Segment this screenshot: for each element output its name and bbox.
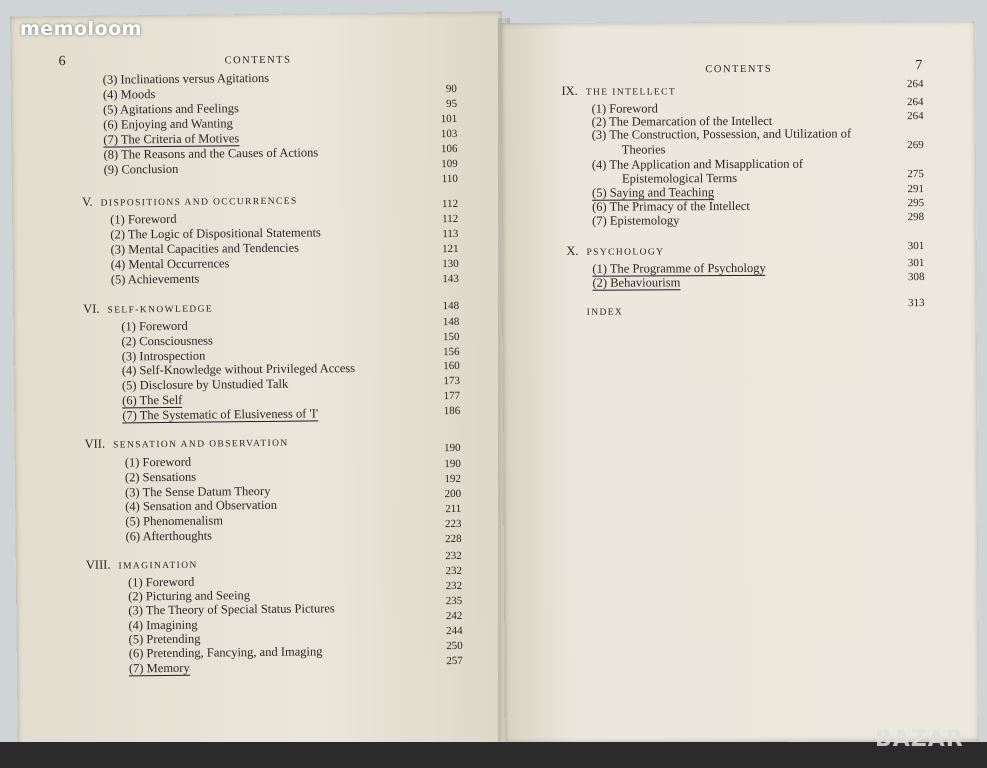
toc-page: 223 — [444, 517, 462, 531]
toc-page: 269 — [907, 139, 924, 152]
toc-page: 235 — [445, 594, 463, 608]
chapter-heading — [561, 83, 676, 99]
toc-page: 150 — [442, 330, 460, 344]
toc-entry-underlined: (7) The Systematic of Elusiveness of 'I' — [122, 406, 319, 423]
toc-entry: (1) Foreword — [121, 318, 188, 334]
toc-page: 291 — [907, 183, 925, 196]
toc-page: 156 — [443, 345, 460, 359]
toc-page: 112 — [441, 197, 459, 211]
toc-page: 242 — [445, 609, 463, 623]
chapter-numeral: VI. — [83, 301, 100, 316]
toc-entry: (3) Inclinations versus Agitations — [102, 70, 270, 87]
toc-entry: (6) Afterthoughts — [125, 528, 213, 544]
toc-entry: (5) Pretending — [128, 631, 201, 647]
toc-page: 295 — [907, 197, 925, 210]
toc-entry: (4) Imagining — [128, 617, 198, 633]
toc-page: 192 — [444, 472, 462, 486]
toc-entry-underlined: (5) Saying and Teaching — [591, 185, 715, 200]
toc-entry: (6) Enjoying and Wanting — [103, 116, 233, 132]
toc-page: 264 — [906, 78, 924, 91]
toc-entry-underlined: (6) The Self — [122, 392, 183, 408]
toc-entry — [122, 393, 182, 409]
toc-page: 190 — [444, 441, 461, 455]
right-page — [501, 21, 979, 743]
toc-page: 275 — [907, 168, 924, 181]
toc-entry: (3) The Construction, Possession, and Utilization of — [591, 126, 852, 142]
toc-entry: (1) Foreword — [124, 454, 192, 470]
toc-entry-continued: Epistemological Terms — [621, 171, 738, 186]
toc-page: 308 — [907, 271, 925, 284]
toc-page: 200 — [444, 487, 462, 501]
toc-entry-underlined: (2) Behaviourism — [592, 275, 681, 290]
toc-entry: (1) Foreword — [110, 211, 177, 227]
toc-page: 109 — [441, 157, 458, 171]
toc-entry: (1) Foreword — [591, 101, 658, 116]
toc-entry: (3) Mental Capacities and Tendencies — [110, 240, 300, 257]
toc-entry: (6) Pretending, Fancying, and Imaging — [128, 644, 323, 661]
toc-entry-underlined: (7) Memory — [128, 660, 190, 676]
toc-entry: (5) Phenomenalism — [125, 513, 224, 529]
memoloom-watermark: memoloom — [20, 18, 142, 40]
toc-page: 313 — [908, 297, 925, 310]
toc-page: 264 — [907, 96, 924, 109]
toc-page: 148 — [442, 315, 460, 329]
chapter-numeral: X. — [566, 243, 579, 258]
page-header: CONTENTS — [705, 63, 773, 76]
toc-page: 110 — [441, 172, 458, 186]
toc-page: 232 — [445, 549, 462, 563]
toc-page: 301 — [907, 257, 925, 270]
toc-entry: (2) The Logic of Dispositional Statements — [110, 225, 321, 242]
background-surface — [0, 742, 987, 768]
chapter-title: THE INTELLECT — [585, 87, 677, 98]
toc-entry: (1) Foreword — [127, 574, 195, 590]
chapter-numeral: IX. — [561, 83, 578, 98]
toc-entry: (4) Self-Knowledge without Privileged Access — [121, 361, 356, 378]
toc-entry: (5) Agitations and Feelings — [103, 101, 239, 117]
toc-entry: (2) The Demarcation of the Intellect — [591, 113, 773, 129]
toc-entry: (4) Sensation and Observation — [125, 497, 278, 514]
page-header: CONTENTS — [224, 54, 292, 67]
toc-page: 211 — [445, 502, 462, 516]
toc-entry — [122, 406, 318, 423]
toc-entry-underlined: (7) The Criteria of Motives — [103, 131, 240, 147]
toc-page: 103 — [440, 127, 458, 141]
toc-page: 190 — [444, 457, 461, 471]
chapter-numeral: VII. — [84, 436, 106, 451]
toc-page: 173 — [443, 374, 460, 388]
toc-page: 148 — [442, 299, 460, 313]
toc-page: 112 — [442, 212, 459, 226]
chapter-title: DISPOSITIONS AND OCCURRENCES — [100, 196, 298, 209]
toc-page: 130 — [442, 257, 459, 271]
toc-entry: (6) The Primacy of the Intellect — [592, 198, 750, 214]
chapter-title: SELF-KNOWLEDGE — [107, 304, 214, 316]
toc-entry: (9) Conclusion — [103, 161, 179, 177]
toc-entry: (3) The Theory of Special Status Pictures — [128, 601, 335, 618]
toc-page: 121 — [441, 242, 459, 256]
index-heading — [587, 304, 624, 319]
toc-entry: (2) Consciousness — [121, 333, 213, 349]
toc-page: 264 — [907, 110, 924, 123]
toc-page: 244 — [445, 624, 463, 638]
toc-entry: (2) Sensations — [124, 469, 197, 485]
page-number: 7 — [915, 58, 923, 74]
toc-entry: (4) Moods — [102, 87, 156, 102]
toc-page: 298 — [907, 211, 925, 224]
toc-page: 232 — [445, 579, 463, 593]
toc-entry — [103, 131, 239, 147]
chapter-heading — [85, 435, 289, 452]
bazar-logo: BAZAR — [875, 727, 964, 752]
toc-page: 186 — [443, 404, 461, 418]
chapter-numeral: V. — [81, 194, 93, 209]
chapter-title: IMAGINATION — [118, 560, 198, 572]
toc-entry: (5) Achievements — [110, 271, 200, 287]
toc-page: 301 — [907, 240, 925, 253]
toc-page: 177 — [443, 389, 461, 403]
toc-entry-underlined: (1) The Programme of Psychology — [592, 260, 766, 276]
toc-entry-continued: Theories — [621, 142, 666, 157]
toc-entry: (3) The Sense Datum Theory — [125, 483, 271, 500]
toc-page: 228 — [445, 532, 462, 546]
toc-entry: (4) Mental Occurrences — [110, 256, 230, 272]
page-number: 6 — [58, 54, 66, 70]
toc-page: 250 — [446, 639, 463, 653]
chapter-numeral: VIII. — [85, 557, 111, 572]
toc-entry: (5) Disclosure by Unstudied Talk — [121, 376, 289, 393]
toc-page: 113 — [442, 227, 459, 241]
chapter-title: PSYCHOLOGY — [586, 247, 665, 258]
toc-entry — [592, 275, 680, 290]
chapter-heading — [566, 243, 664, 259]
chapter-heading — [86, 557, 198, 573]
chapter-title: INDEX — [586, 307, 624, 318]
toc-page: 257 — [446, 654, 463, 668]
toc-page: 90 — [445, 82, 457, 96]
toc-entry: (7) Epistemology — [592, 213, 680, 228]
toc-page: 232 — [445, 564, 462, 578]
toc-page: 101 — [440, 112, 458, 126]
toc-entry: (8) The Reasons and the Causes of Actions — [103, 145, 319, 162]
chapter-title: SENSATION AND OBSERVATION — [113, 438, 289, 451]
toc-page: 143 — [442, 272, 459, 286]
left-page — [10, 11, 510, 764]
toc-entry: (3) Introspection — [121, 348, 206, 364]
toc-page: 106 — [440, 142, 458, 156]
toc-entry: (4) The Application and Misapplication of — [591, 156, 804, 172]
toc-entry — [129, 661, 190, 677]
toc-entry: (2) Picturing and Seeing — [128, 588, 251, 604]
chapter-heading — [82, 193, 298, 210]
chapter-heading — [83, 300, 213, 316]
toc-page: 160 — [443, 359, 460, 373]
toc-page: 95 — [445, 97, 458, 111]
